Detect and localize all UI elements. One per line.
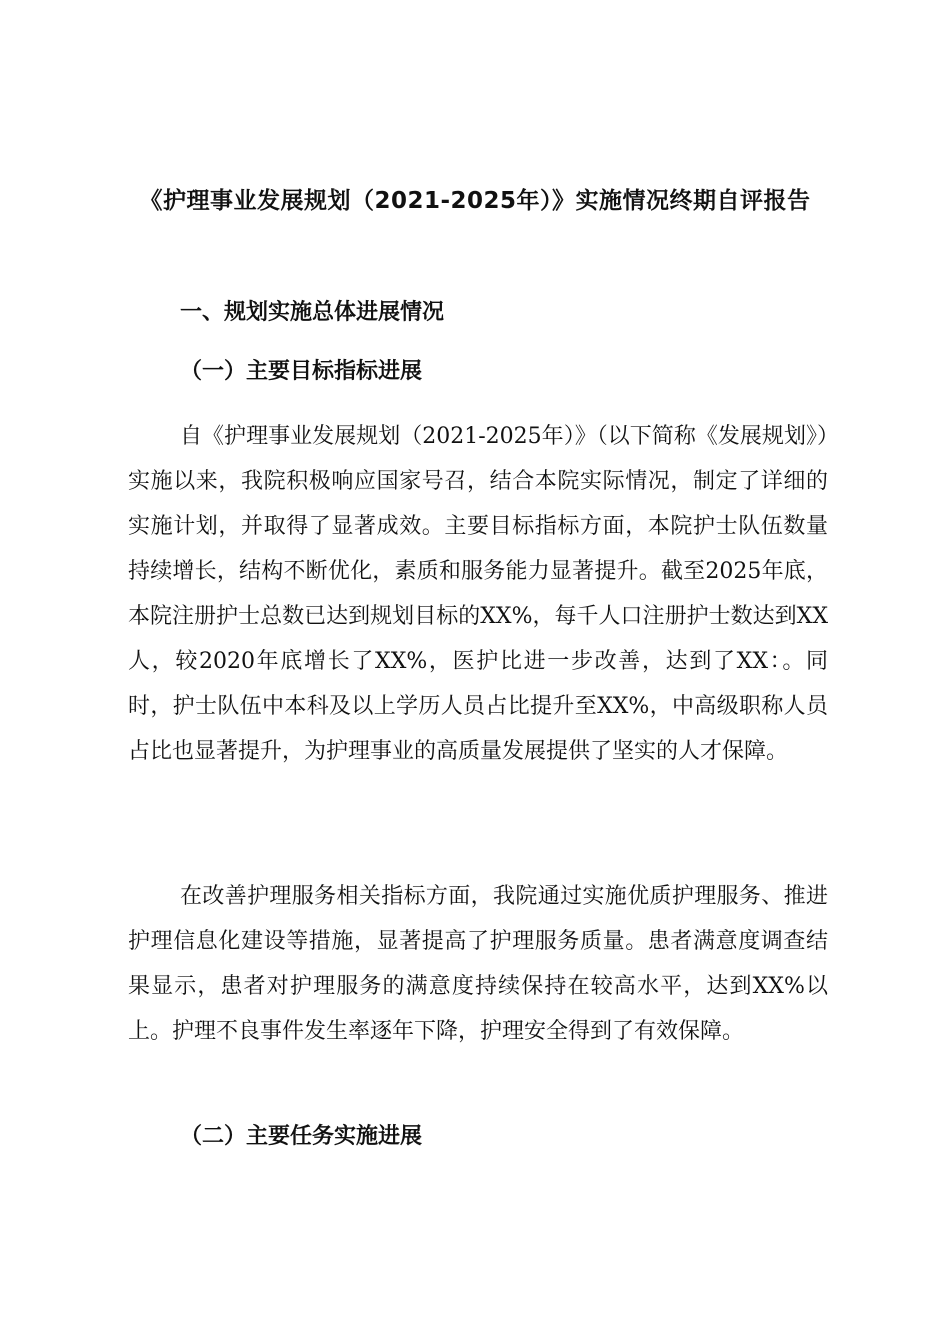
subsection-heading-target-indicators: （一）主要目标指标进展	[180, 358, 423, 384]
section-heading-overall-progress: 一、规划实施总体进展情况	[180, 299, 445, 325]
paragraph-service-indicators: 在改善护理服务相关指标方面，我院通过实施优质护理服务、推进护理信息化建设等措施，显著提高了护理服务质量。患者满意度调查结果显示，患者对护理服务的满意度持续保持在较高水平，达到XX%以上。护理不良事件发生率逐年下降，护理安全得到了有效保障。	[128, 884, 828, 1044]
document-title: 《护理事业发展规划（2021-2025年）》实施情况终期自评报告	[139, 188, 811, 214]
paragraph-target-indicators: 自《护理事业发展规划（2021-2025年）》（以下简称《发展规划》）实施以来，我院积极响应国家号召，结合本院实际情况，制定了详细的实施计划，并取得了显著成效。主要目标指标方面，本院护士队伍数量持续增长，结构不断优化，素质和服务能力显著提升。截至2025年底，本院注册护士总数已达到规划目标的XX%，每千人口注册护士数达到XX人，较2020年底增长了XX%，医护比进一步改善，达到了XX：。同时，护士队伍中本科及以上学历人员占比提升至XX%，中高级职称人员占比也显著提升，为护理事业的高质量发展提供了坚实的人才保障。	[128, 424, 828, 764]
subsection-heading-main-tasks: （二）主要任务实施进展	[180, 1123, 423, 1149]
